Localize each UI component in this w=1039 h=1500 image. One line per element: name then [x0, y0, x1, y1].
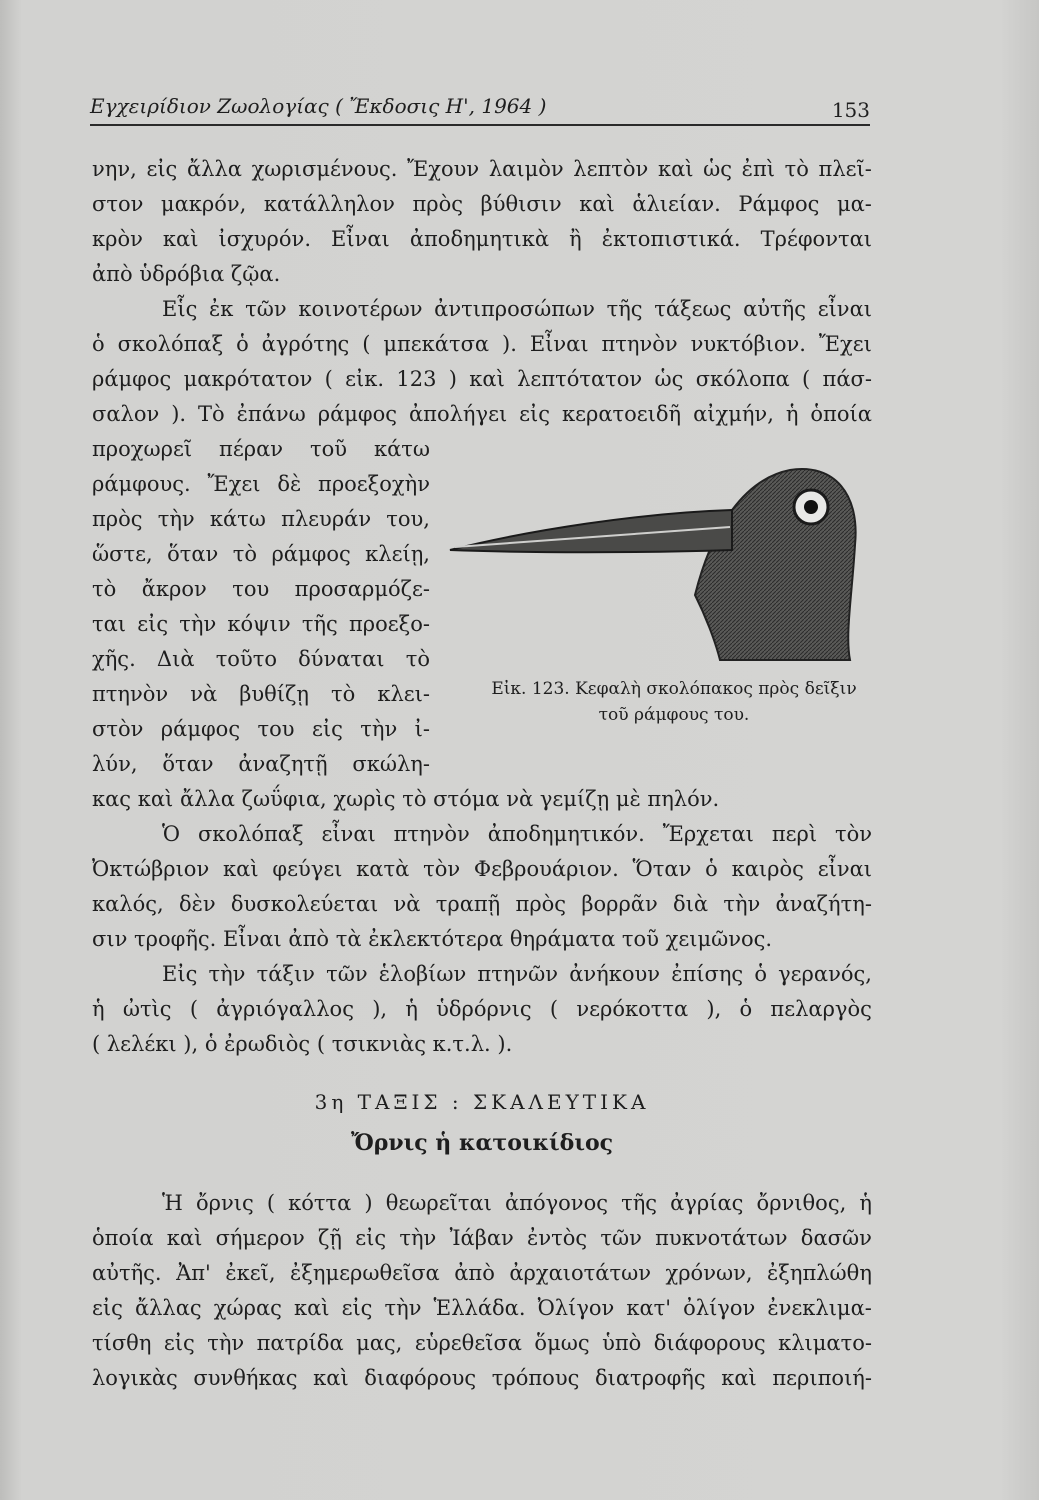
running-title: Εγχειρίδιον Ζωολογίας ( Ἔκδοσις Η', 1964 ) — [90, 94, 547, 118]
text-line: χῆς. Διὰ τοῦτο δύναται τὸ — [92, 647, 430, 671]
text-line: πρὸς τὴν κάτω πλευράν του, — [92, 507, 430, 531]
text-line: στον μακρόν, κατάλληλον πρὸς βύθισιν καὶ ἁλιείαν. Ράμφος μα- — [92, 192, 872, 216]
section-heading: 3η ΤΑΞΙΣ : ΣΚΑΛΕΥΤΙΚΑ — [314, 1090, 650, 1114]
text-line: ται εἰς τὴν κόψιν τῆς προεξο- — [92, 612, 430, 636]
text-line: σαλον ). Τὸ ἐπάνω ράμφος ἀπολήγει εἰς κερατοειδῆ αἰχμήν, ἡ ὁποία — [92, 402, 872, 426]
text-line: τὸ ἄκρον του προσαρμόζε- — [92, 577, 430, 601]
text-line: κας καὶ ἄλλα ζωΰφια, χωρὶς τὸ στόμα νὰ γεμίζῃ μὲ πηλόν. — [92, 787, 720, 811]
page-number: 153 — [831, 98, 870, 122]
text-line: καλός, δὲν δυσκολεύεται νὰ τραπῇ πρὸς βορρᾶν διὰ τὴν ἀναζήτη- — [92, 892, 872, 916]
text-line: ράμφος μακρότατον ( εἰκ. 123 ) καὶ λεπτότατον ὡς σκόλοπα ( πάσ- — [92, 367, 872, 391]
text-line: ὁ σκολόπαξ ὁ ἀγρότης ( μπεκάτσα ). Εἶναι πτηνὸν νυκτόβιον. Ἔχει — [92, 332, 872, 356]
text-line: προχωρεῖ πέραν τοῦ κάτω — [92, 437, 430, 461]
text-line: αὐτῆς. Ἀπ' ἐκεῖ, ἐξημερωθεῖσα ἀπὸ ἀρχαιοτάτων χρόνων, ἐξηπλώθη — [92, 1261, 872, 1285]
text-line: σιν τροφῆς. Εἶναι ἀπὸ τὰ ἐκλεκτότερα θηράματα τοῦ χειμῶνος. — [92, 927, 773, 951]
text-line: εἰς ἄλλας χώρας καὶ εἰς τὴν Ἑλλάδα. Ὀλίγον κατ' ὀλίγον ἐνεκλιμα- — [92, 1296, 872, 1320]
text-line: ὥστε, ὅταν τὸ ράμφος κλείῃ, — [92, 542, 430, 566]
caption-line: Εἰκ. 123. Κεφαλὴ σκολόπακος πρὸς δεῖξιν — [491, 679, 857, 699]
text-line: ράμφους. Ἔχει δὲ προεξοχὴν — [92, 472, 430, 496]
bird-head — [695, 469, 856, 660]
text-line: ἀπὸ ὑδρόβια ζῷα. — [92, 262, 281, 286]
text-line: τίσθη εἰς τὴν πατρίδα μας, εὑρεθεῖσα ὅμως ὑπὸ διάφορους κλιματο- — [92, 1331, 872, 1355]
section-subheading: Ὄρνις ἡ κατοικίδιος — [350, 1130, 614, 1156]
figure-caption — [468, 676, 880, 728]
text-line: νην, εἰς ἄλλα χωρισμένους. Ἔχουν λαιμὸν λεπτὸν καὶ ὡς ἐπὶ τὸ πλεῖ- — [92, 157, 872, 181]
bird-eye — [804, 500, 818, 514]
text-line: Εἷς ἐκ τῶν κοινοτέρων ἀντιπροσώπων τῆς τάξεως αὐτῆς εἶναι — [162, 297, 872, 321]
bird-beak — [450, 510, 732, 552]
text-line: ὁποία καὶ σήμερον ζῇ εἰς τὴν Ἰάβαν ἐντὸς τῶν πυκνοτάτων δασῶν — [92, 1226, 872, 1250]
text-line: λογικὰς συνθήκας καὶ διαφόρους τρόπους διατροφῆς καὶ περιποιή- — [92, 1366, 872, 1390]
page-body — [92, 152, 872, 1396]
text-line: κρὸν καὶ ἰσχυρόν. Εἶναι ἀποδημητικὰ ἢ ἐκτοπιστικά. Τρέφονται — [92, 227, 872, 251]
text-line: ( λελέκι ), ὁ ἐρωδιὸς ( τσικνιὰς κ.τ.λ. ). — [92, 1032, 513, 1056]
page-header — [90, 88, 870, 126]
text-line: Ὁ σκολόπαξ εἶναι πτηνὸν ἀποδημητικόν. Ἔρχεται περὶ τὸν — [162, 822, 872, 846]
woodcock-head-illustration — [440, 455, 880, 665]
text-line: ἡ ὠτὶς ( ἀγριόγαλλος ), ἡ ὑδρόρνις ( νερόκοττα ), ὁ πελαργὸς — [92, 997, 872, 1021]
text-line: στὸν ράμφος του εἰς τὴν ἰ- — [92, 717, 430, 741]
text-line: πτηνὸν νὰ βυθίζῃ τὸ κλει- — [92, 682, 430, 706]
text-line: Εἰς τὴν τάξιν τῶν ἑλοβίων πτηνῶν ἀνήκουν ἐπίσης ὁ γερανός, — [162, 962, 872, 986]
text-line: Ἡ ὄρνις ( κόττα ) θεωρεῖται ἀπόγονος τῆς ἀγρίας ὄρνιθος, ἡ — [162, 1191, 872, 1215]
caption-line: τοῦ ράμφους του. — [598, 705, 750, 725]
text-line: λύν, ὅταν ἀναζητῇ σκώλη- — [92, 752, 430, 776]
text-line: Ὀκτώβριον καὶ φεύγει κατὰ τὸν Φεβρουάριον. Ὅταν ὁ καιρὸς εἶναι — [92, 857, 872, 881]
